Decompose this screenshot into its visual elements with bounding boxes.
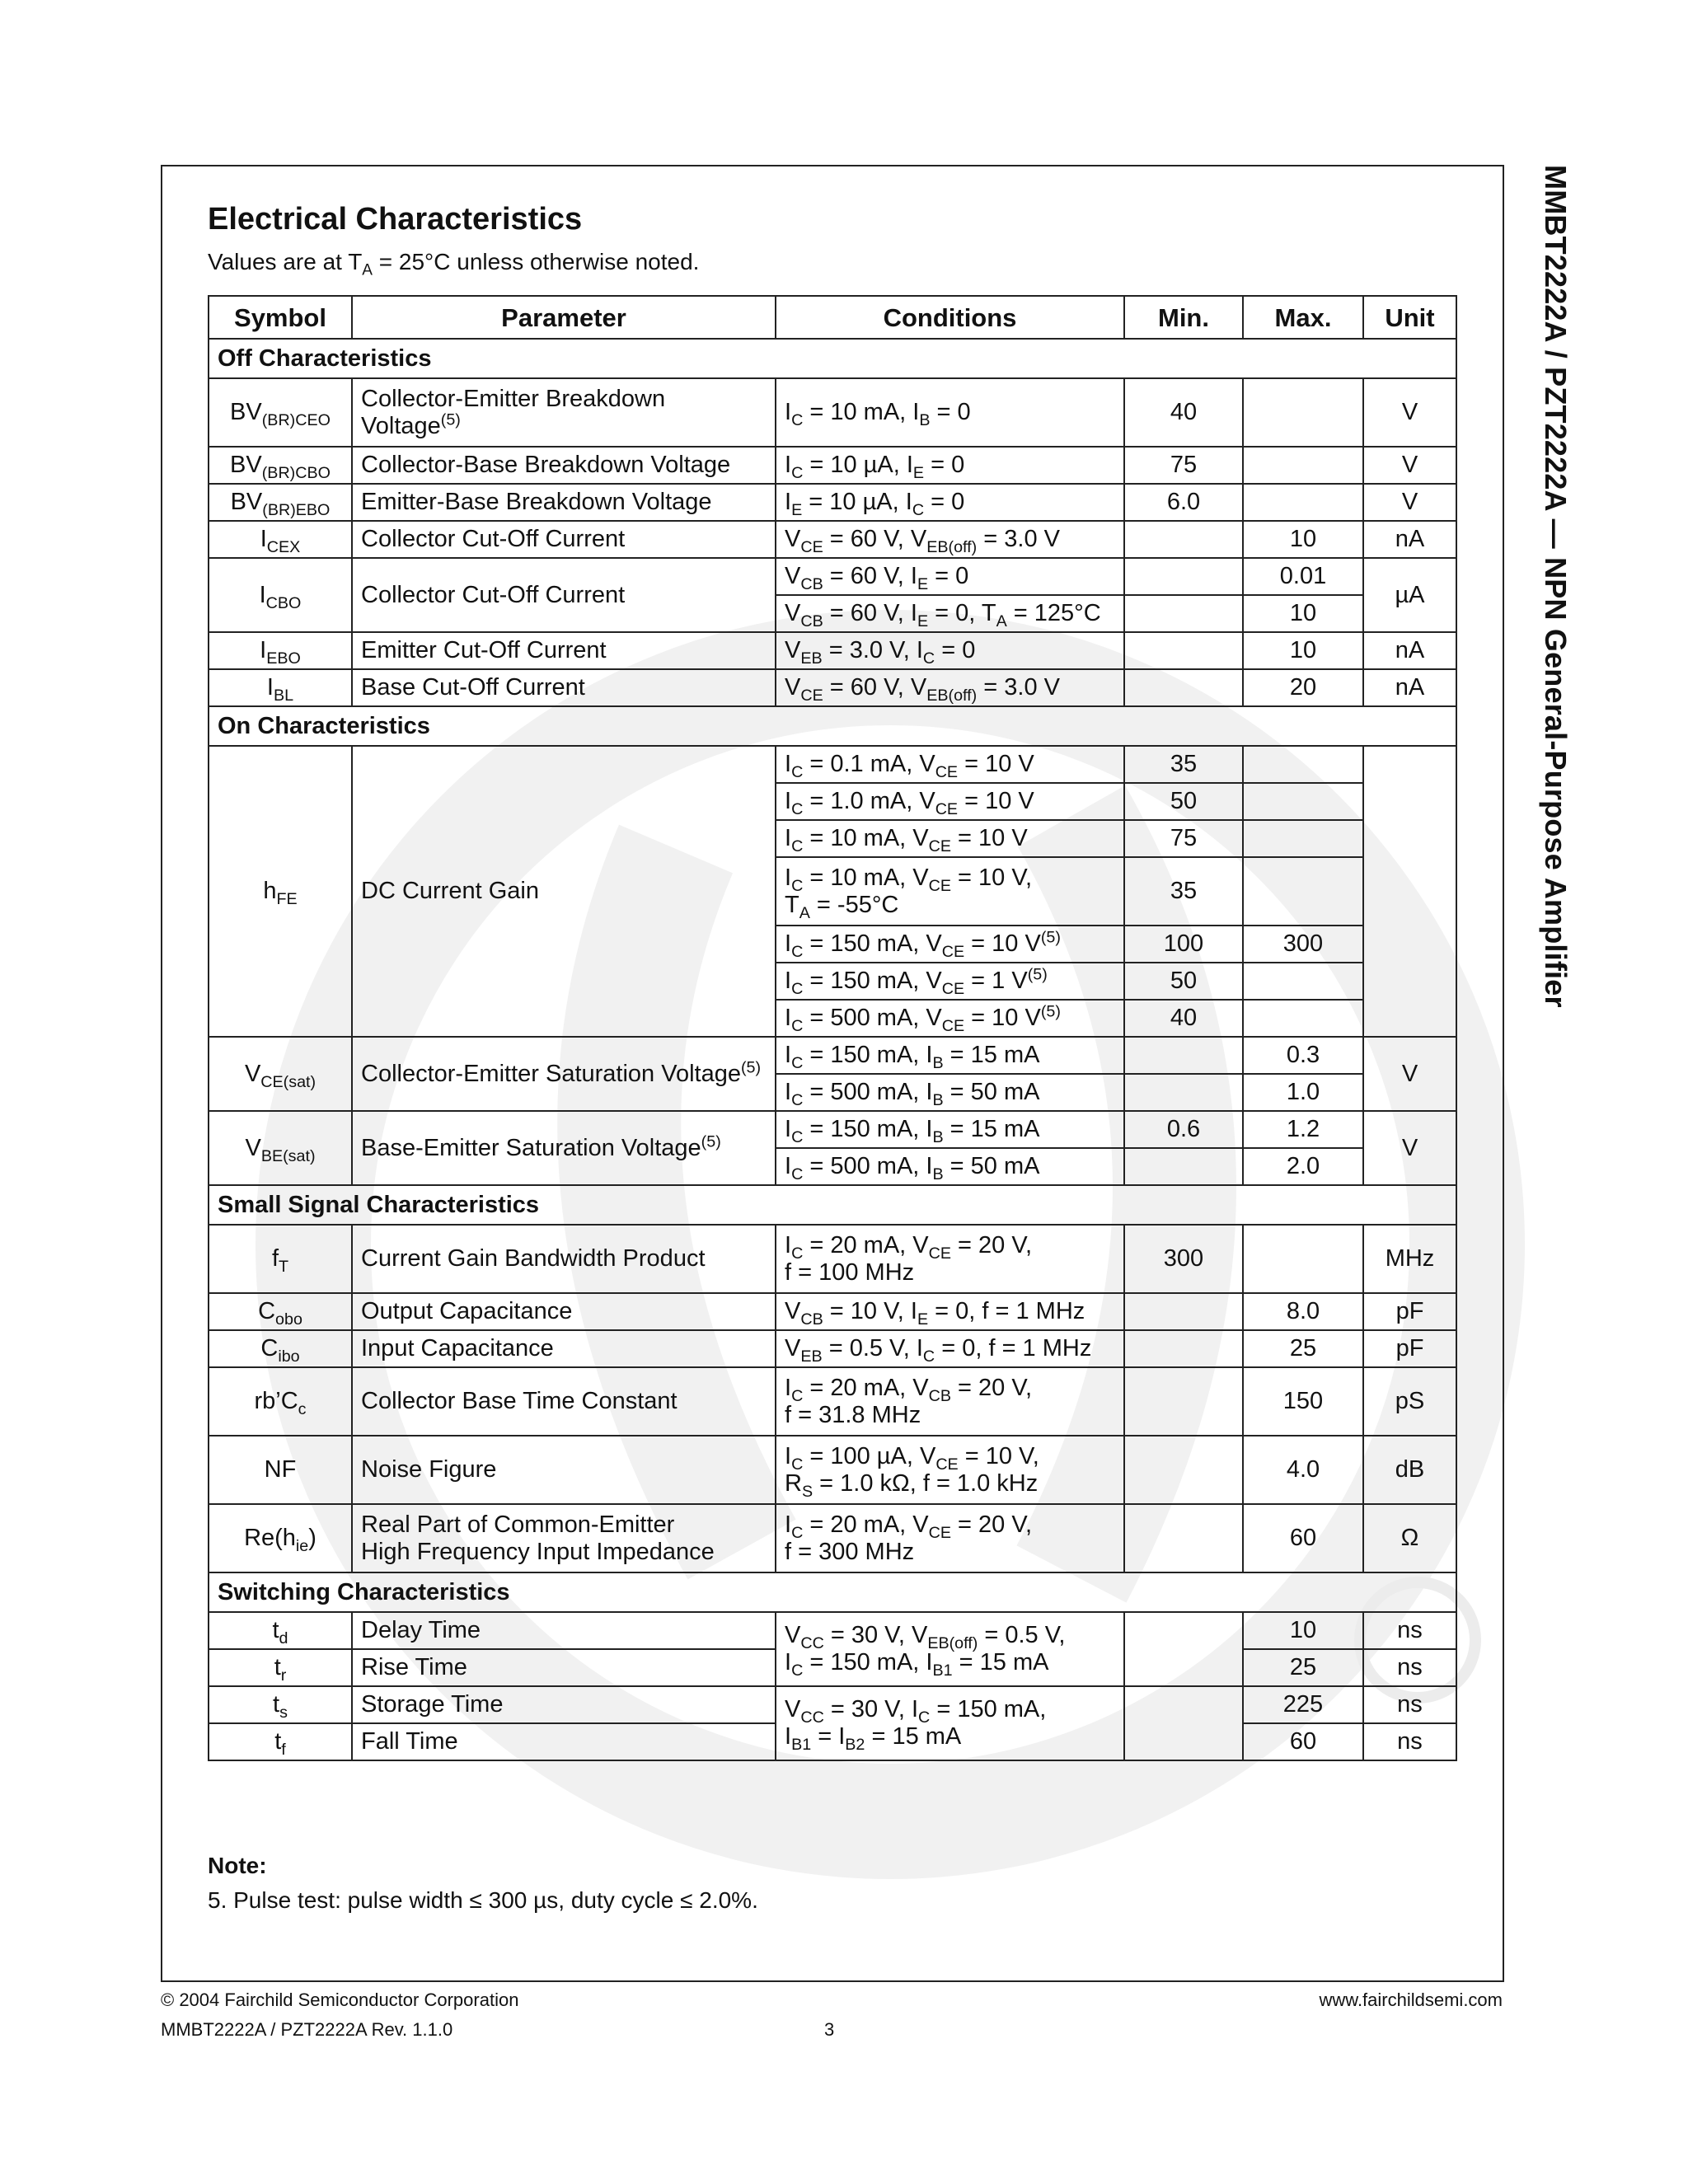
- parameter-cell: Base Cut-Off Current: [352, 669, 776, 706]
- parameter-cell: Base-Emitter Saturation Voltage$^{(5)}$: [352, 1111, 776, 1185]
- parameter-cell: Rise Time: [352, 1649, 776, 1686]
- max-cell: 2.0: [1243, 1148, 1363, 1185]
- conditions-cell: $I_C = 150$ mA, $I_B = 15$ mA: [776, 1111, 1124, 1148]
- min-cell: 0.6: [1124, 1111, 1243, 1148]
- unit-cell: nA: [1363, 521, 1456, 558]
- header-parameter: Parameter: [352, 296, 776, 339]
- symbol-cell: $rb’C_c$: [209, 1367, 352, 1436]
- max-cell: [1243, 447, 1363, 484]
- table-row: [209, 521, 1456, 558]
- min-cell: 50: [1124, 783, 1243, 820]
- max-cell: 0.01: [1243, 558, 1363, 595]
- header-conditions: Conditions: [776, 296, 1124, 339]
- conditions-cell: $I_C = 10$ mA, $I_B = 0$: [776, 378, 1124, 447]
- min-cell: 35: [1124, 746, 1243, 783]
- symbol-cell: $t_f$: [209, 1723, 352, 1760]
- symbol-cell: $V_{CE(sat)}$: [209, 1037, 352, 1111]
- max-cell: 150: [1243, 1367, 1363, 1436]
- conditions-cell: $I_C = 20$ mA, $V_{CE} = 20$ V, f = 300 MHz: [776, 1504, 1124, 1572]
- parameter-cell: Fall Time: [352, 1723, 776, 1760]
- conditions-cell: $I_C = 500$ mA, $I_B = 50$ mA: [776, 1074, 1124, 1111]
- symbol-cell: $I_{BL}$: [209, 669, 352, 706]
- min-cell: [1124, 1612, 1243, 1686]
- parameter-cell: DC Current Gain: [352, 746, 776, 1037]
- conditions-cell: $V_{EB} = 0.5$ V, $I_C = 0$, f = 1 MHz: [776, 1330, 1124, 1367]
- conditions-cell: $I_C = 150$ mA, $V_{CE} = 1$ $V^{(5)}$: [776, 963, 1124, 1000]
- table-row: [209, 558, 1456, 595]
- min-cell: [1124, 1436, 1243, 1504]
- footer-page-number: 3: [824, 2019, 835, 2040]
- parameter-cell: Collector-Emitter Saturation Voltage$^{(5)}$: [352, 1037, 776, 1111]
- note-text: 5. Pulse test: pulse width ≤ 300 µs, duty cycle ≤ 2.0%.: [208, 1887, 758, 1913]
- max-cell: 300: [1243, 926, 1363, 963]
- conditions-cell: $I_C = 10$ mA, $V_{CE} = 10$ V: [776, 820, 1124, 857]
- section-off: Off Characteristics: [209, 339, 1456, 378]
- conditions-cell: $I_C = 20$ mA, $V_{CE} = 20$ V, f = 100 MHz: [776, 1225, 1124, 1293]
- min-cell: [1124, 669, 1243, 706]
- unit-cell: pS: [1363, 1367, 1456, 1436]
- min-cell: [1124, 1504, 1243, 1572]
- footer-revision: MMBT2222A / PZT2222A Rev. 1.1.0: [161, 2019, 453, 2040]
- min-cell: [1124, 1367, 1243, 1436]
- max-cell: 1.2: [1243, 1111, 1363, 1148]
- symbol-cell: $f_T$: [209, 1225, 352, 1293]
- min-cell: 300: [1124, 1225, 1243, 1293]
- conditions-cell: $V_{CC} = 30$ V, $I_C = 150$ mA, $I_{B1} = I_{B2} = 15$ mA: [776, 1686, 1124, 1760]
- symbol-cell: $V_{BE(sat)}$: [209, 1111, 352, 1185]
- unit-cell: V: [1363, 1037, 1456, 1111]
- max-cell: [1243, 857, 1363, 926]
- section-small-signal: Small Signal Characteristics: [209, 1185, 1456, 1225]
- unit-cell: V: [1363, 447, 1456, 484]
- parameter-cell: Collector-Base Breakdown Voltage: [352, 447, 776, 484]
- symbol-cell: $t_r$: [209, 1649, 352, 1686]
- min-cell: [1124, 1330, 1243, 1367]
- header-min: Min.: [1124, 296, 1243, 339]
- max-cell: 60: [1243, 1504, 1363, 1572]
- min-cell: [1124, 521, 1243, 558]
- header-max: Max.: [1243, 296, 1363, 339]
- parameter-cell: Delay Time: [352, 1612, 776, 1649]
- max-cell: [1243, 1000, 1363, 1037]
- electrical-characteristics-table: [208, 295, 1457, 1761]
- header-unit: Unit: [1363, 296, 1456, 339]
- max-cell: 10: [1243, 595, 1363, 632]
- table-row: [209, 1293, 1456, 1330]
- max-cell: 0.3: [1243, 1037, 1363, 1074]
- max-cell: [1243, 820, 1363, 857]
- table-row: [209, 1504, 1456, 1572]
- table-row: [209, 484, 1456, 521]
- table-row: [209, 378, 1456, 447]
- min-cell: 100: [1124, 926, 1243, 963]
- table-row: [209, 447, 1456, 484]
- max-cell: 10: [1243, 1612, 1363, 1649]
- symbol-cell: $C_{obo}$: [209, 1293, 352, 1330]
- page-title: Electrical Characteristics: [208, 202, 583, 237]
- min-cell: [1124, 1037, 1243, 1074]
- symbol-cell: $t_d$: [209, 1612, 352, 1649]
- min-cell: 35: [1124, 857, 1243, 926]
- conditions-cell: $I_E = 10$ µA, $I_C = 0$: [776, 484, 1124, 521]
- conditions-cell: $I_C = 0.1$ mA, $V_{CE} = 10$ V: [776, 746, 1124, 783]
- conditions-cell: $I_C = 500$ mA, $V_{CE} = 10$ $V^{(5)}$: [776, 1000, 1124, 1037]
- parameter-cell: Emitter Cut-Off Current: [352, 632, 776, 669]
- parameter-cell: Emitter-Base Breakdown Voltage: [352, 484, 776, 521]
- parameter-cell: Collector-Emitter Breakdown Voltage$^{(5)}$: [352, 378, 776, 447]
- symbol-cell: $I_{CBO}$: [209, 558, 352, 632]
- max-cell: 8.0: [1243, 1293, 1363, 1330]
- max-cell: 60: [1243, 1723, 1363, 1760]
- parameter-cell: Current Gain Bandwidth Product: [352, 1225, 776, 1293]
- min-cell: [1124, 632, 1243, 669]
- symbol-cell: $h_{FE}$: [209, 746, 352, 1037]
- min-cell: 75: [1124, 820, 1243, 857]
- max-cell: [1243, 963, 1363, 1000]
- table-row: [209, 1436, 1456, 1504]
- conditions-cell: $V_{CB} = 10$ V, $I_E = 0$, f = 1 MHz: [776, 1293, 1124, 1330]
- max-cell: [1243, 783, 1363, 820]
- unit-cell: [1363, 746, 1456, 1037]
- max-cell: 10: [1243, 632, 1363, 669]
- unit-cell: nA: [1363, 632, 1456, 669]
- conditions-cell: $I_C = 1.0$ mA, $V_{CE} = 10$ V: [776, 783, 1124, 820]
- conditions-cell: $I_C = 150$ mA, $V_{CE} = 10$ $V^{(5)}$: [776, 926, 1124, 963]
- table-row: [209, 1037, 1456, 1074]
- header-symbol: Symbol: [209, 296, 352, 339]
- unit-cell: V: [1363, 378, 1456, 447]
- max-cell: 1.0: [1243, 1074, 1363, 1111]
- max-cell: 20: [1243, 669, 1363, 706]
- conditions-cell: $I_C = 150$ mA, $I_B = 15$ mA: [776, 1037, 1124, 1074]
- min-cell: [1124, 1686, 1243, 1760]
- conditions-cell: $I_C = 500$ mA, $I_B = 50$ mA: [776, 1148, 1124, 1185]
- table-row: [209, 746, 1456, 783]
- conditions-cell: $V_{CC} = 30$ V, $V_{EB(off)} = 0.5$ V, $I_C = 150$ mA, $I_{B1} = 15$ mA: [776, 1612, 1124, 1686]
- conditions-cell: $I_C = 100$ µA, $V_{CE} = 10$ V, $R_S = 1.0$ kΩ, f = 1.0 kHz: [776, 1436, 1124, 1504]
- min-cell: [1124, 1148, 1243, 1185]
- symbol-cell: $C_{ibo}$: [209, 1330, 352, 1367]
- unit-cell: µA: [1363, 558, 1456, 632]
- min-cell: [1124, 558, 1243, 595]
- note-heading: Note:: [208, 1853, 267, 1878]
- max-cell: [1243, 484, 1363, 521]
- subtitle: Values are at $T_A = 25^\circ C$ unless otherwise noted.: [208, 249, 700, 279]
- max-cell: 25: [1243, 1649, 1363, 1686]
- conditions-cell: $V_{EB} = 3.0$ V, $I_C = 0$: [776, 632, 1124, 669]
- table-header-row: [209, 296, 1456, 339]
- unit-cell: Ω: [1363, 1504, 1456, 1572]
- unit-cell: ns: [1363, 1612, 1456, 1649]
- symbol-cell: NF: [209, 1436, 352, 1504]
- max-cell: [1243, 1225, 1363, 1293]
- unit-cell: dB: [1363, 1436, 1456, 1504]
- min-cell: [1124, 595, 1243, 632]
- unit-cell: ns: [1363, 1649, 1456, 1686]
- parameter-cell: Collector Cut-Off Current: [352, 558, 776, 632]
- unit-cell: MHz: [1363, 1225, 1456, 1293]
- conditions-cell: $V_{CE} = 60$ V, $V_{EB(off)} = 3.0$ V: [776, 521, 1124, 558]
- table-row: [209, 1111, 1456, 1148]
- table-row: [209, 1367, 1456, 1436]
- conditions-cell: $I_C = 10$ mA, $V_{CE} = 10$ V, $T_A = -55^\circ C$: [776, 857, 1124, 926]
- symbol-cell: $I_{EBO}$: [209, 632, 352, 669]
- min-cell: 6.0: [1124, 484, 1243, 521]
- symbol-cell: $I_{CEX}$: [209, 521, 352, 558]
- min-cell: 40: [1124, 378, 1243, 447]
- min-cell: 40: [1124, 1000, 1243, 1037]
- min-cell: 75: [1124, 447, 1243, 484]
- footer-copyright: © 2004 Fairchild Semiconductor Corporation: [161, 1990, 519, 2010]
- table-row: [209, 669, 1456, 706]
- max-cell: [1243, 378, 1363, 447]
- parameter-cell: Noise Figure: [352, 1436, 776, 1504]
- table-row: [209, 632, 1456, 669]
- conditions-cell: $V_{CE} = 60$ V, $V_{EB(off)} = 3.0$ V: [776, 669, 1124, 706]
- max-cell: 25: [1243, 1330, 1363, 1367]
- unit-cell: pF: [1363, 1330, 1456, 1367]
- min-cell: 50: [1124, 963, 1243, 1000]
- unit-cell: ns: [1363, 1723, 1456, 1760]
- section-on: On Characteristics: [209, 706, 1456, 746]
- parameter-cell: Collector Cut-Off Current: [352, 521, 776, 558]
- conditions-cell: $I_C = 20$ mA, $V_{CB} = 20$ V, f = 31.8 MHz: [776, 1367, 1124, 1436]
- min-cell: [1124, 1293, 1243, 1330]
- parameter-cell: Collector Base Time Constant: [352, 1367, 776, 1436]
- max-cell: 10: [1243, 521, 1363, 558]
- section-switching: Switching Characteristics: [209, 1572, 1456, 1612]
- symbol-cell: $BV_{(BR)CBO}$: [209, 447, 352, 484]
- footer-website-link[interactable]: www.fairchildsemi.com: [1319, 1990, 1503, 2010]
- conditions-cell: $I_C = 10$ µA, $I_E = 0$: [776, 447, 1124, 484]
- max-cell: 4.0: [1243, 1436, 1363, 1504]
- conditions-cell: $V_{CB} = 60$ V, $I_E = 0$, $T_A = 125^\circ C$: [776, 595, 1124, 632]
- parameter-cell: Input Capacitance: [352, 1330, 776, 1367]
- table-row: [209, 1686, 1456, 1723]
- unit-cell: nA: [1363, 669, 1456, 706]
- unit-cell: pF: [1363, 1293, 1456, 1330]
- table-row: [209, 1225, 1456, 1293]
- table-row: [209, 1330, 1456, 1367]
- unit-cell: V: [1363, 1111, 1456, 1185]
- max-cell: [1243, 746, 1363, 783]
- symbol-cell: $t_s$: [209, 1686, 352, 1723]
- conditions-cell: $V_{CB} = 60$ V, $I_E = 0$: [776, 558, 1124, 595]
- parameter-cell: Storage Time: [352, 1686, 776, 1723]
- max-cell: 225: [1243, 1686, 1363, 1723]
- parameter-cell: Output Capacitance: [352, 1293, 776, 1330]
- min-cell: [1124, 1074, 1243, 1111]
- unit-cell: ns: [1363, 1686, 1456, 1723]
- parameter-cell: Real Part of Common-Emitter High Frequency Input Impedance: [352, 1504, 776, 1572]
- side-title: MMBT2222A / PZT2222A — NPN General-Purpose Amplifier: [1539, 165, 1573, 1008]
- unit-cell: V: [1363, 484, 1456, 521]
- symbol-cell: $BV_{(BR)EBO}$: [209, 484, 352, 521]
- symbol-cell: $BV_{(BR)CEO}$: [209, 378, 352, 447]
- table-row: [209, 1612, 1456, 1649]
- symbol-cell: $Re(h_{ie})$: [209, 1504, 352, 1572]
